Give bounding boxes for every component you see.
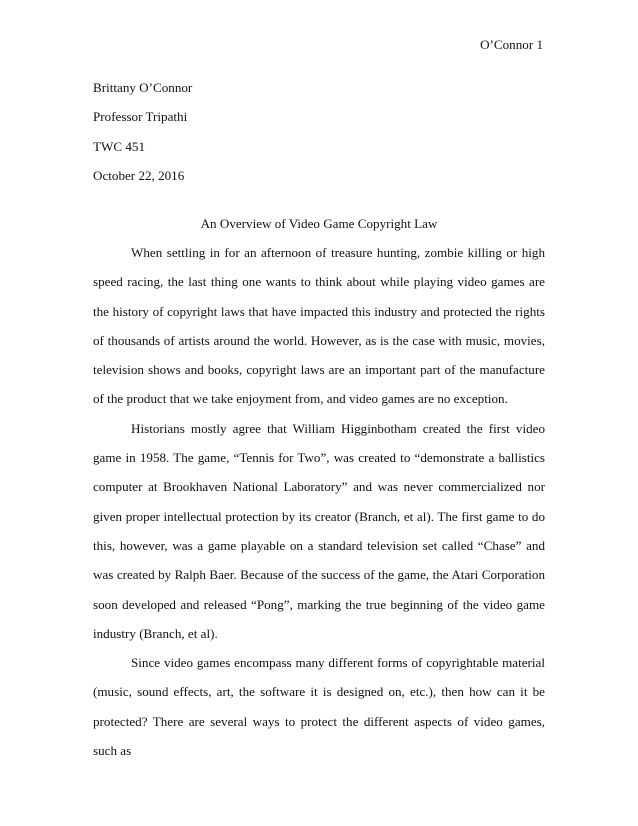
document-title: An Overview of Video Game Copyright Law — [200, 216, 438, 231]
body-text — [93, 238, 545, 765]
date: October 22, 2016 — [93, 167, 185, 183]
author-name: Brittany O’Connor — [93, 80, 193, 95]
page-header-number: O’Connor 1 — [480, 37, 543, 52]
paragraph: Since video games encompass many different forms of copyrightable material (music, sound effects, art, the software it is designed on, etc.), then how can it be protected? There are several ways to protect the different aspects of video games, such as — [93, 655, 545, 759]
paragraph: Historians mostly agree that William Higginbotham created the first video game in 1958. The game, “Tennis for Two”, was created to “demonstrate a ballistics computer at Brookhaven National Laboratory” and was never commercialized nor given proper intellectual protection by its creator (Branch, et al). The first game to do this, however, was a game playable on a standard television set called “Chase” and was created by Ralph Baer. Because of the success of the game, the Atari Corporation soon developed and released “Pong”, marking the true beginning of the video game industry (Branch, et al). — [93, 420, 545, 641]
paragraph: When settling in for an afternoon of treasure hunting, zombie killing or high speed racing, the last thing one wants to think about while playing video games are the history of copyright laws that have impacted this industry and protected the rights of thousands of artists around the world. However, as is the case with music, movies, television shows and books, copyright laws are an important part of the manufacture of the product that we take enjoyment from, and video games are no exception. — [93, 245, 545, 407]
course-code: TWC 451 — [93, 138, 146, 154]
professor-name: Professor Tripathi — [93, 109, 188, 125]
heading-block — [93, 73, 192, 190]
